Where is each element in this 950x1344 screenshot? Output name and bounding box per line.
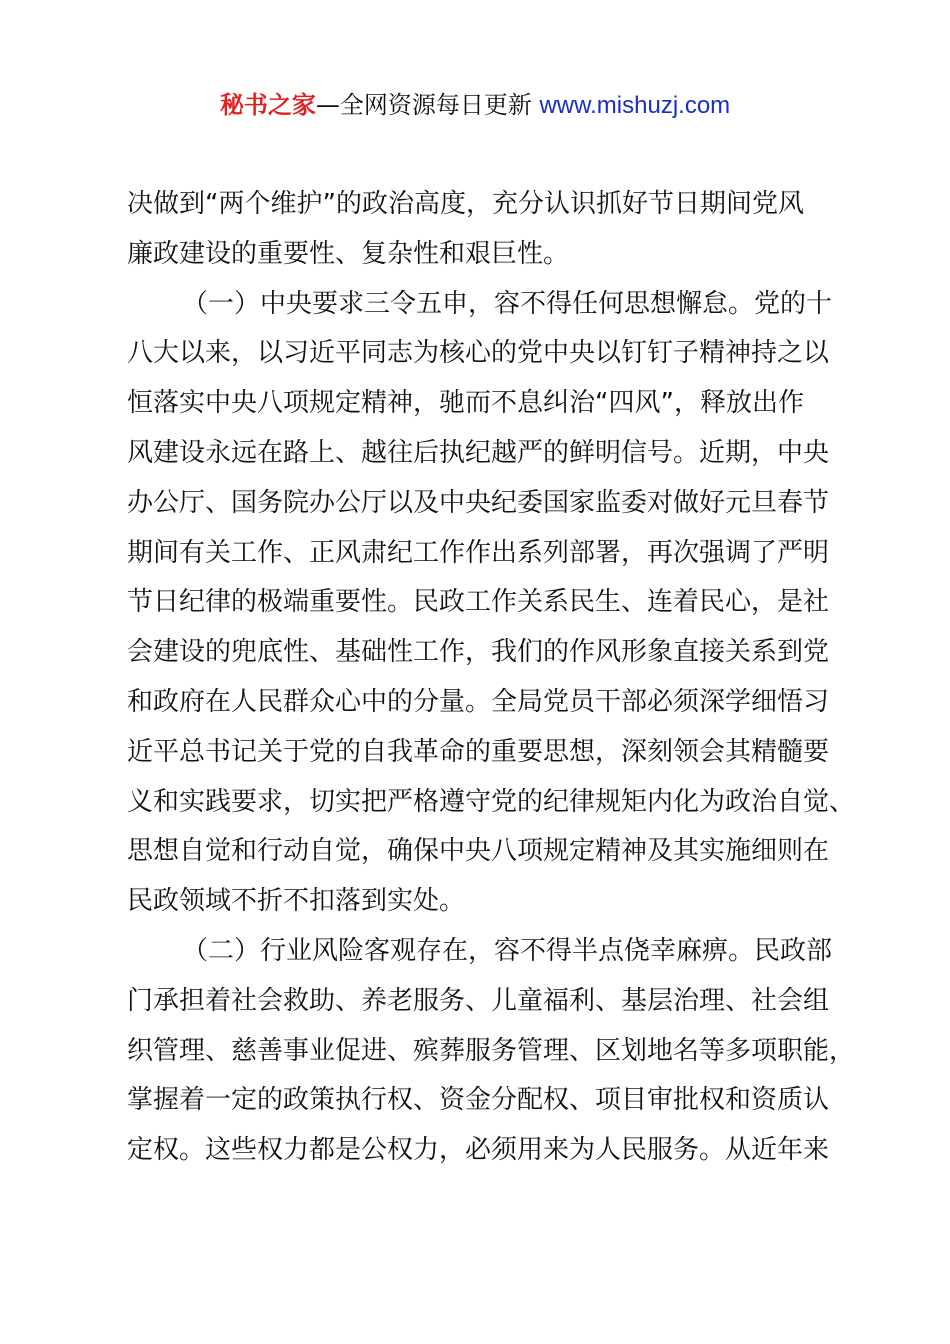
text-line: 八大以来，以习近平同志为核心的党中央以钉钉子精神持之以 [127,338,830,369]
document-body [127,180,856,1176]
site-slogan: —全网资源每日更新 [315,91,540,119]
text-line: 节日纪律的极端重要性。民政工作关系民生、连着民心，是社 [127,587,830,618]
section-heading-line: （一）中央要求三令五申，容不得任何思想懈怠。党的十 [182,288,833,319]
text-line: 掌握着一定的政策执行权、资金分配权、项目审批权和资质认 [127,1085,830,1116]
text-line: 期间有关工作、正风肃纪工作作出系列部署，再次强调了严明 [127,537,830,568]
text-line: 定权。这些权力都是公权力，必须用来为人民服务。从近年来 [127,1135,830,1166]
text-line: 民政领域不折不扣落到实处。 [127,886,466,917]
text-line: 廉政建设的重要性、复杂性和艰巨性。 [127,238,570,269]
text-line: 和政府在人民群众心中的分量。全局党员干部必须深学细悟习 [127,686,830,717]
text-line: 义和实践要求，切实把严格遵守党的纪律规矩内化为政治自觉、 [127,786,856,817]
text-line: 思想自觉和行动自觉，确保中央八项规定精神及其实施细则在 [127,836,830,867]
text-line: 近平总书记关于党的自我革命的重要思想，深刻领会其精髓要 [127,736,830,767]
section-heading-line: （二）行业风险客观存在，容不得半点侥幸麻痹。民政部 [182,935,833,966]
text-line: 会建设的兜底性、基础性工作，我们的作风形象直接关系到党 [127,637,830,668]
text-line: 办公厅、国务院办公厅以及中央纪委国家监委对做好元旦春节 [127,487,830,518]
text-line: 风建设永远在路上、越往后执纪越严的鲜明信号。近期，中央 [127,437,830,468]
site-brand: 秘书之家 [219,91,316,119]
text-line: 织管理、慈善事业促进、殡葬服务管理、区划地名等多项职能， [127,1035,856,1066]
site-header [0,88,950,123]
text-line: 恒落实中央八项规定精神，驰而不息纠治“四风”，释放出作 [127,388,804,419]
site-url[interactable]: www.mishuzj.com [539,92,731,119]
text-line: 门承担着社会救助、养老服务、儿童福利、基层治理、社会组 [127,985,830,1016]
text-line: 决做到“两个维护”的政治高度，充分认识抓好节日期间党风 [127,189,804,219]
